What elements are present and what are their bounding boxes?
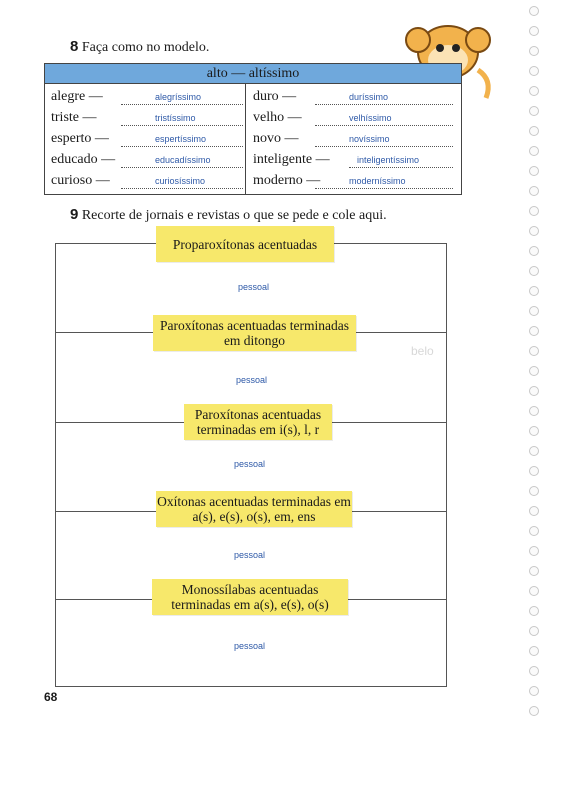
- answer-line[interactable]: [315, 104, 453, 105]
- spiral-hole: [529, 506, 539, 516]
- base-adjective: moderno —: [253, 173, 321, 188]
- answer-line[interactable]: [121, 104, 243, 105]
- section-label-paroxitonas-ditongo: Paroxítonas acentuadas terminadas em ditongo: [153, 315, 356, 351]
- section-label-paroxitonas-i-l-r: Paroxítonas acentuadas terminadas em i(s), l, r: [184, 404, 332, 440]
- superlative-answer: moderníssimo: [349, 176, 406, 186]
- base-adjective: velho —: [253, 110, 302, 125]
- spiral-hole: [529, 426, 539, 436]
- spiral-hole: [529, 186, 539, 196]
- spiral-hole: [529, 666, 539, 676]
- spiral-binding: [529, 6, 543, 726]
- model-example: alto — altíssimo: [45, 64, 461, 84]
- superlative-answer: espertíssimo: [155, 134, 207, 144]
- spiral-hole: [529, 266, 539, 276]
- spiral-hole: [529, 226, 539, 236]
- spiral-hole: [529, 166, 539, 176]
- superlative-answer: velhíssimo: [349, 113, 392, 123]
- base-adjective: triste —: [51, 110, 97, 125]
- exercise-8-instruction: Faça como no modelo.: [81, 40, 210, 55]
- spiral-hole: [529, 486, 539, 496]
- spiral-hole: [529, 286, 539, 296]
- spiral-hole: [529, 446, 539, 456]
- word-row: [253, 170, 453, 191]
- spiral-hole: [529, 466, 539, 476]
- exercise-9-instruction: Recorte de jornais e revistas o que se pede e cole aqui.: [81, 208, 387, 223]
- section-note: pessoal: [236, 375, 268, 385]
- spiral-hole: [529, 706, 539, 716]
- page-number: 68: [44, 690, 58, 704]
- spiral-hole: [529, 566, 539, 576]
- spiral-hole: [529, 86, 539, 96]
- spiral-hole: [529, 386, 539, 396]
- section-label-monossilabas: Monossílabas acentuadas terminadas em a(s), e(s), o(s): [152, 579, 348, 615]
- superlative-answer: inteligentíssimo: [357, 155, 420, 165]
- answer-line[interactable]: [315, 125, 453, 126]
- base-adjective: alegre —: [51, 89, 103, 104]
- spiral-hole: [529, 646, 539, 656]
- word-row: [51, 170, 243, 191]
- superlative-answer: novíssimo: [349, 134, 390, 144]
- spiral-hole: [529, 586, 539, 596]
- background-print: belo: [411, 344, 434, 358]
- spiral-hole: [529, 546, 539, 556]
- word-row: [51, 149, 243, 170]
- section-note: pessoal: [234, 550, 266, 560]
- column-divider: [245, 83, 246, 194]
- exercise-8-table: [44, 63, 462, 195]
- word-row: [253, 86, 453, 107]
- word-row: [51, 86, 243, 107]
- answer-line[interactable]: [315, 146, 453, 147]
- superlative-answer: educadíssimo: [155, 155, 211, 165]
- base-adjective: novo —: [253, 131, 299, 146]
- base-adjective: esperto —: [51, 131, 109, 146]
- spiral-hole: [529, 326, 539, 336]
- exercise-9-number: 9: [70, 206, 79, 223]
- answer-line[interactable]: [349, 167, 453, 168]
- spiral-hole: [529, 366, 539, 376]
- collage-area: [55, 236, 447, 687]
- exercise-8-title: [70, 38, 209, 56]
- exercise-9-title: [70, 206, 387, 224]
- word-row: [253, 107, 453, 128]
- base-adjective: duro —: [253, 89, 297, 104]
- superlative-answer: duríssimo: [349, 92, 389, 102]
- base-adjective: educado —: [51, 152, 116, 167]
- answer-line[interactable]: [121, 167, 243, 168]
- section-note: pessoal: [238, 282, 270, 292]
- spiral-hole: [529, 146, 539, 156]
- section-note: pessoal: [234, 641, 266, 651]
- superlative-answer: tristíssimo: [155, 113, 196, 123]
- spiral-hole: [529, 406, 539, 416]
- spiral-hole: [529, 26, 539, 36]
- spiral-hole: [529, 686, 539, 696]
- section-label-proparoxitonas: Proparoxítonas acentuadas: [156, 226, 334, 262]
- section-label-oxitonas: Oxítonas acentuadas terminadas em a(s), e(s), o(s), em, ens: [156, 491, 352, 527]
- section-note: pessoal: [234, 459, 266, 469]
- word-row: [51, 128, 243, 149]
- answer-line[interactable]: [121, 188, 243, 189]
- spiral-hole: [529, 46, 539, 56]
- base-adjective: inteligente —: [253, 152, 330, 167]
- spiral-hole: [529, 66, 539, 76]
- spiral-hole: [529, 606, 539, 616]
- spiral-hole: [529, 206, 539, 216]
- spiral-hole: [529, 106, 539, 116]
- spiral-hole: [529, 346, 539, 356]
- word-row: [51, 107, 243, 128]
- spiral-hole: [529, 6, 539, 16]
- spiral-hole: [529, 126, 539, 136]
- exercise-8-number: 8: [70, 38, 79, 55]
- answer-line[interactable]: [121, 125, 243, 126]
- answer-line[interactable]: [315, 188, 453, 189]
- spiral-hole: [529, 626, 539, 636]
- base-adjective: curioso —: [51, 173, 110, 188]
- word-row: [253, 149, 453, 170]
- superlative-answer: alegríssimo: [155, 92, 202, 102]
- spiral-hole: [529, 246, 539, 256]
- superlative-answer: curiosíssimo: [155, 176, 206, 186]
- answer-line[interactable]: [121, 146, 243, 147]
- spiral-hole: [529, 306, 539, 316]
- spiral-hole: [529, 526, 539, 536]
- word-row: [253, 128, 453, 149]
